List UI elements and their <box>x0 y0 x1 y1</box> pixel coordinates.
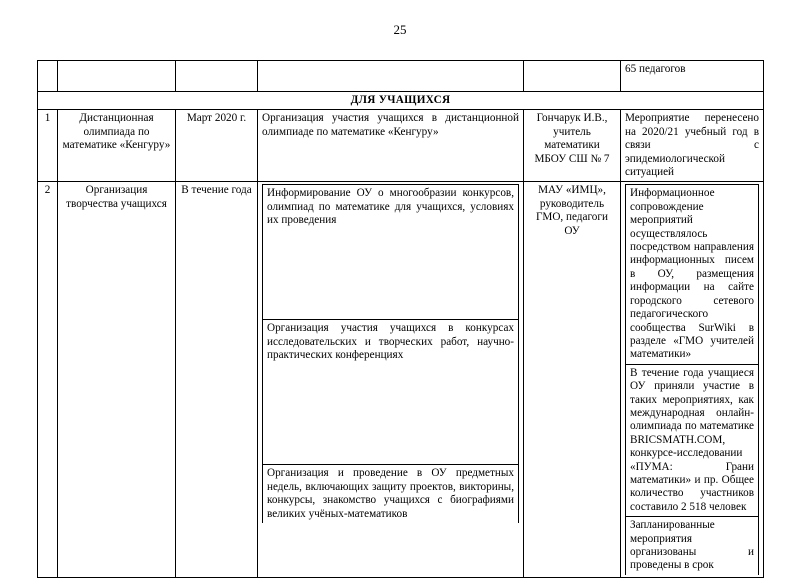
cell-term: В течение года <box>176 182 258 577</box>
table-row-section-header <box>38 92 764 110</box>
table-row-continued <box>38 61 764 92</box>
result-subtable <box>625 184 759 574</box>
table-row <box>38 182 764 577</box>
cell-responsible: Гончарук И.В., учитель математики МБОУ СШ № 7 <box>524 110 621 182</box>
cell-name: Дистанционная олимпиада по математике «Кенгуру» <box>58 110 176 182</box>
cell-responsible: МАУ «ИМЦ», руководитель ГМО, педагоги ОУ <box>524 182 621 577</box>
cell-activity: Организация участия учащихся в конкурсах исследовательских и творческих работ, научно-практических конференциях <box>263 320 519 465</box>
cell-activity-group <box>258 182 524 577</box>
section-header-label: ДЛЯ УЧАЩИХСЯ <box>38 92 764 110</box>
cell-activity: Организация и проведение в ОУ предметных недель, включающих защиту проектов, викторины, конкурсы, знакомство учащихся с биографиями великих учёных-математиков <box>263 465 519 523</box>
activity-subrow <box>263 320 519 465</box>
cell-num: 1 <box>38 110 58 182</box>
cell-activity: Информирование ОУ о многообразии конкурсов, олимпиад по математике для учащихся, условиях их проведения <box>263 185 519 320</box>
result-subrow <box>626 364 759 516</box>
cell-term-continued <box>176 61 258 92</box>
cell-result: В течение года учащиеся ОУ приняли участие в таких мероприятиях, как международная онлайн-олимпиада по математике BRICSMATH.COM, конкурсе-исследовании «ПУМА: Грани математики» и пр. Общее количество участников составило 2 518 человек <box>626 364 759 516</box>
cell-responsible-continued <box>524 61 621 92</box>
cell-result: Запланированные мероприятия организованы и проведены в срок <box>626 517 759 575</box>
result-subrow <box>626 185 759 364</box>
activity-subrow <box>263 185 519 320</box>
cell-name: Организация творчества учащихся <box>58 182 176 577</box>
cell-result-continued: 65 педагогов <box>621 61 764 92</box>
page-number: 25 <box>393 22 407 37</box>
result-subrow <box>626 517 759 575</box>
activity-subrow <box>263 465 519 523</box>
table-row <box>38 110 764 182</box>
cell-num: 2 <box>38 182 58 577</box>
cell-activity-continued <box>258 61 524 92</box>
cell-result: Информационное сопровождение мероприятий осуществлялось посредством направления информационных писем в ОУ, размещения информации на сайте городского сетевого педагогического сообщества SurWiki в разделе «ГМО учителей математики» <box>626 185 759 364</box>
cell-result-group <box>621 182 764 577</box>
cell-name-continued <box>58 61 176 92</box>
cell-num-continued <box>38 61 58 92</box>
activity-subtable <box>262 184 519 523</box>
cell-term: Март 2020 г. <box>176 110 258 182</box>
cell-result: Мероприятие перенесено на 2020/21 учебный год в связи с эпидемиологической ситуацией <box>621 110 764 182</box>
cell-activity: Организация участия учащихся в дистанционной олимпиаде по математике «Кенгуру» <box>258 110 524 182</box>
activities-table <box>37 60 764 578</box>
